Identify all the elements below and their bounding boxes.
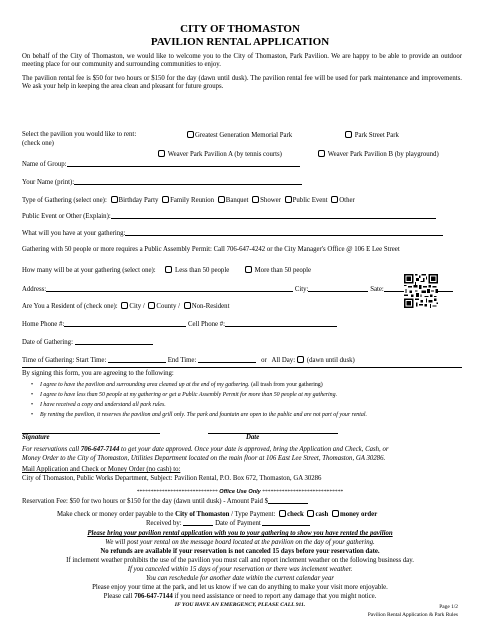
intro-paragraph-1: On behalf of the City of Thomaston, we would like to welcome you to the City of Thomaston, Park Pavilion. We are happy to be able to provide an outdoor meeting place for our community and surrounding communities to enjoy. [22,53,462,68]
checkbox[interactable] [345,131,352,138]
attendance-row: How many will be at your gathering (select one): Less than 50 people More than 50 people [22,267,312,274]
pavilion-option-weaver-a[interactable]: Weaver Park Pavilion A (by tennis courts) [156,150,282,159]
fee-row: Reservation Fee: $50 for two hours or $150 for the day (dawn until dusk) - Amount Paid $ [22,497,308,506]
agreement-intro: By signing this form, you are agreeing to the following: [22,370,174,377]
pavilion-option-park-street[interactable]: Park Street Park [343,131,399,140]
explain-field[interactable]: Public Event or Other (Explain): [22,212,436,221]
blank-line[interactable] [74,178,302,185]
note-inclement-weather: If inclement weather prohibits the use of the pavilion you must call and report inclement weather on the following business day. [66,557,414,564]
checkbox-check[interactable] [279,510,286,517]
office-use-banner: ***************************** Office Use Only ***************************** [136,489,344,495]
checkbox-other[interactable] [331,196,338,203]
qr-code-icon [404,274,438,308]
address-input[interactable] [46,285,293,292]
blank-line[interactable] [75,338,153,345]
phone-row: Home Phone #: Cell Phone #: [22,320,337,329]
checkbox-cash[interactable] [307,510,314,517]
reservation-line-1: For reservations call 706-647-7144 to get your date approved. Once your date is approved, bring the Application and Check, Cash, or [22,446,389,453]
signature-label: Signature [22,434,50,441]
checkbox-public-event[interactable] [285,196,292,203]
agreement-item-3: • I have received a copy and understand all park rules. [40,402,166,409]
intro-paragraph-2: The pavilion rental fee is $50 for two hours or $150 for the day (dawn until dusk). The pavilion rental fee will be used for park maintenance and improvements. We ask your help in keeping the area clean and pleasant for future groups. [22,75,462,90]
note-canceled: If you canceled within 15 days of your reservation or there was inclement weather. [127,566,353,573]
what-at-gathering-field[interactable]: What will you have at your gathering: [22,229,443,238]
note-enjoy: Please enjoy your time at the park, and let us know if we can do anything to make your visit more enjoyable. [92,584,388,591]
note-emergency: IF YOU HAVE AN EMERGENCY, PLEASE CALL 911. [174,602,306,608]
mail-heading: Mail Application and Check or Money Order (no cash) to: [22,466,181,473]
date-line[interactable] [208,433,338,434]
cell-phone-input[interactable] [225,320,337,327]
checkbox-less-50[interactable] [165,266,172,273]
checkbox-shower[interactable] [252,196,259,203]
checkbox-money-order[interactable] [332,510,339,517]
checkbox[interactable] [158,150,165,157]
checkbox-birthday[interactable] [111,196,118,203]
checkbox-all-day[interactable] [297,356,304,363]
checkbox-more-50[interactable] [245,266,252,273]
divider [22,367,462,368]
time-row: Time of Gathering: Start Time: End Time: or All Day: (dawn until dusk) [22,357,355,364]
pavilion-option-greatest-generation[interactable]: Greatest Generation Memorial Park [185,131,292,140]
form-title: PAVILION RENTAL APPLICATION [150,36,330,48]
resident-row: Are You a Resident of (check one): City / County / Non-Resident [22,303,230,310]
gathering-type-row: Type of Gathering (select one): Birthday Party Family Reunion Banquet Shower Public Event Other [22,197,355,204]
amount-paid-input[interactable] [268,497,308,504]
mail-address: City of Thomaston, Public Works Department, Subject: Pavilion Rental, P.O. Box 672, Thomaston, GA 30286 [22,475,322,482]
blank-line[interactable] [125,229,443,236]
blank-line[interactable] [67,160,300,167]
agreement-item-4: • By renting the pavilion, it reserves the pavilion and grill only. The park and fountain are open to the public and are not part of your rental. [40,412,367,419]
checkbox-banquet[interactable] [218,196,225,203]
your-name-field[interactable]: Your Name (print): [22,178,302,187]
check-one-note: (check one) [22,140,54,147]
pavilion-option-weaver-b[interactable]: Weaver Park Pavilion B (by playground) [316,150,439,159]
state-input[interactable] [384,285,406,292]
note-reschedule: You can reschedule for another date within the current calendar year [145,575,335,582]
received-by-input[interactable] [183,519,213,526]
home-phone-input[interactable] [64,320,186,327]
date-label: Date [246,434,260,441]
start-time-input[interactable] [108,356,166,363]
note-no-refunds: No refunds are available if your reservation is not canceled 15 days before your reservation date. [100,548,380,555]
agreement-item-1: • I agree to have the pavilion and surrounding area cleaned up at the end of my gathering. (all trash from your gathering) [40,382,323,389]
checkbox-county[interactable] [148,302,155,309]
checkbox-non-resident[interactable] [184,302,191,309]
payment-date-input[interactable] [262,519,310,526]
footer-doc-title: Pavilion Rental Application & Park Rules [367,612,458,618]
agreement-item-2: • I agree to have less than 50 people at my gathering or get a Public Assembly Permit for more than 50 people at my gathering. [40,392,337,399]
checkbox[interactable] [318,150,325,157]
permit-note: Gathering with 50 people or more requires a Public Assembly Permit: Call 706-647-4242 or the City Manager's Office @ 106 E Lee Street [22,246,400,253]
blank-line[interactable] [111,212,436,219]
select-pavilion-label: Select the pavilion you would like to rent: [22,131,137,138]
checkbox-city[interactable] [121,302,128,309]
payment-type-row: Make check or money order payable to the City of Thomaston / Type Payment: check cash money order [57,511,378,518]
end-time-input[interactable] [198,356,256,363]
city-input[interactable] [308,285,368,292]
note-call: Please call 706-647-7144 if you need assistance or need to report any damage that you might notice. [103,593,377,600]
address-row: Address: City: Sate: [22,285,453,294]
note-bring-application: Please bring your pavilion rental application with you to your gathering to show you have rented the pavilion [87,530,393,537]
date-gathering-field[interactable]: Date of Gathering: [22,338,153,347]
group-name-field[interactable]: Name of Group: [22,160,300,169]
page-number: Page 1/2 [439,604,458,610]
checkbox[interactable] [187,131,194,138]
received-row: Received by: Date of Payment [146,519,310,528]
reservation-line-2: Money Order to the City of Thomaston, Utilities Department located on the main floor at 106 East Lee Street, Thomaston, GA 30286. [22,455,386,462]
city-title: CITY OF THOMASTON [180,23,300,35]
checkbox-family-reunion[interactable] [162,196,169,203]
note-message-board: We will post your rental on the message board located at the pavilion on the day of your gathering. [105,539,375,546]
